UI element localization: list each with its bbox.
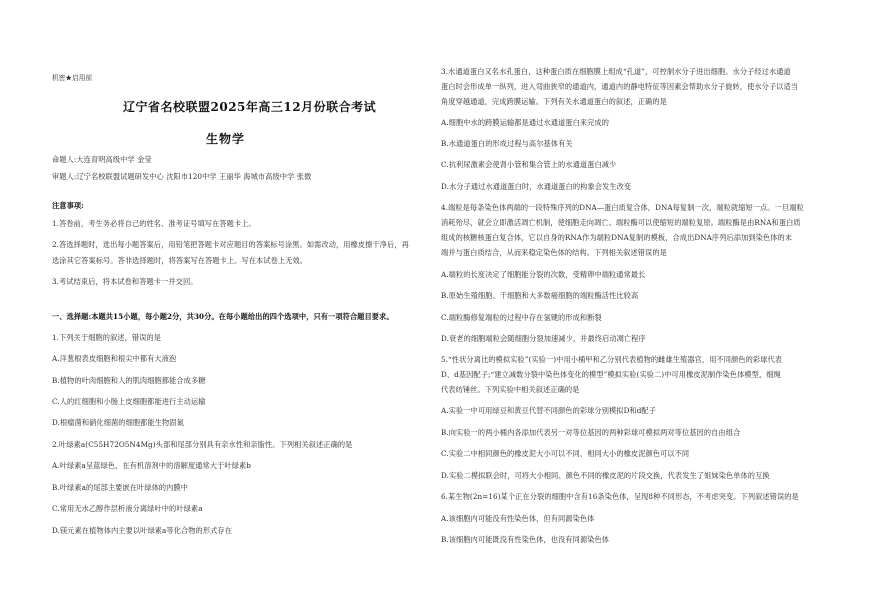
question-option: A.洋葱根表皮细胞和根尖中都有大液泡 [52, 354, 177, 363]
question-option: D.根瘤菌和硝化细菌的细胞都能生物固氮 [52, 418, 184, 427]
question-option: B.叶绿素a的尾部主要嵌在叶绿体的内膜中 [52, 483, 189, 492]
question-option: B.原始生殖细胞、干细胞和大多数癌细胞的端粒酶活性比较高 [441, 291, 639, 300]
question-stem: 消耗殆尽，就会立即激活凋亡机制，使细胞走向凋亡。端粒酶可以使缩短的端粒复原。端粒酶是由RNA和蛋白质 [441, 218, 801, 227]
notice-item: 1.答卷前，考生务必将自己的姓名、准考证号填写在答题卡上。 [52, 219, 256, 228]
question-option: B.向实验一的两小桶内各添加代表另一对等位基因的两种彩球可模拟两对等位基因的自由组合 [441, 428, 741, 437]
question-stem: 端并与蛋白质结合，从而来稳定染色体的结构。下列相关叙述错误的是 [441, 248, 667, 257]
notice-item: 选涂其它答案标号。答非选择题时，将答案写在答题卡上。写在本试卷上无效。 [52, 256, 308, 265]
question-option: D.实验二模拟联会时，可将大小相同、颜色不同的橡皮泥的片段交换，代表发生了姐妹染色单体的互换 [441, 471, 770, 480]
question-option: A.实验一中可用绿豆和黄豆代替不同颜色的彩球分别模拟D和d配子 [441, 406, 657, 415]
question-option: A.端粒的长度决定了细胞能分裂的次数，受精卵中端粒通常最长 [441, 270, 646, 279]
question-stem: 1.下列关于细胞的叙述，错误的是 [52, 333, 162, 342]
subject-title: 生物学 [206, 132, 246, 146]
question-option: C.抗利尿激素会使肾小管和集合管上的水通道蛋白减少 [441, 160, 617, 169]
exam-title: 辽宁省名校联盟2025年高三12月份联合考试 [123, 100, 377, 114]
question-option: B.该细胞内可能既没有性染色体，也没有同源染色体 [441, 535, 610, 544]
question-stem: 组成的核糖核蛋白复合体，它以自身的RNA作为端粒DNA复制的模板，合成出DNA序列后添加到染色体的末 [441, 233, 793, 242]
question-stem: 6.某生物(2n=16)某个正在分裂的细胞中含有16条染色体，呈现8种不同形态，不考虑突变。下列叙述错误的是 [441, 492, 799, 501]
reviewers-line: 审题人:辽宁名校联盟试题研发中心 沈阳市120中学 王丽华 海城市高级中学 张微 [52, 172, 312, 181]
question-option: D.镁元素在植物体内主要以叶绿素a等化合物的形式存在 [52, 526, 232, 535]
question-stem: 5.“性状分离比的模拟实验”(实验一)中用小桶甲和乙分别代表植物的雌雄生殖器官，用不同颜色的彩球代表 [441, 355, 783, 364]
secret-tag: 机密★启用前 [52, 74, 93, 82]
question-stem: 3.水通道蛋白又名水孔蛋白，这种蛋白质在细胞膜上组成“孔道”，可控制水分子进出细胞。水分子经过水通道 [441, 67, 791, 76]
question-option: C.实验二中相同颜色的橡皮泥大小可以不同，相同大小的橡皮泥颜色可以不同 [441, 449, 690, 458]
question-option: A.叶绿素a呈蓝绿色，在有机溶剂中的溶解度通常大于叶绿素b [52, 461, 251, 470]
question-option: B.植物的叶肉细胞和人的肌肉细胞都能合成多糖 [52, 376, 206, 385]
question-option: C.人的红细胞和小肠上皮细胞都能进行主动运输 [52, 397, 206, 406]
question-option: B.水通道蛋白的形成过程与高尔基体有关 [441, 139, 573, 148]
question-stem: 4.端粒是每条染色体两端的一段特殊序列的DNA—蛋白质复合体，DNA每复制一次，端粒就缩短一点。一旦端粒 [441, 203, 804, 212]
section-heading: 一、选择题:本题共15小题，每小题2分，共30分。在每小题给出的四个选项中，只有一项符合题目要求。 [52, 312, 394, 321]
question-stem: D、d基因配子;“建立减数分裂中染色体变化的模型”模拟实验(实验二)中可用橡皮泥制作染色体模型，细绳 [441, 370, 781, 379]
question-stem: 蛋白时会形成单一纵列，进入弯曲狭窄的通道内，通道内的静电特征等因素会帮助水分子旋转，使水分子以适当 [441, 82, 799, 91]
question-option: D.水分子通过水通道蛋白时，水通道蛋白的构象会发生改变 [441, 182, 632, 191]
question-option: A.该细胞内可能没有性染色体，但有同源染色体 [441, 514, 595, 523]
question-stem: 角度穿越通道，完成跨膜运输。下列有关水通道蛋白的叙述，正确的是 [441, 97, 667, 106]
question-stem: 2.叶绿素a(C55H72O5N4Mg)头部和尾部分别具有亲水性和亲脂性。下列相关叙述正确的是 [52, 440, 353, 449]
question-option: D.衰老的细胞端粒会随细胞分裂加速减少，并最终启动凋亡程序 [441, 334, 646, 343]
notice-heading: 注意事项: [52, 201, 84, 210]
question-stem: 代表纺锤丝。下列实验中相关叙述正确的是 [441, 385, 580, 394]
question-option: A.细胞中水的跨膜运输都是通过水通道蛋白来完成的 [441, 118, 610, 127]
notice-item: 2.答选择题时，选出每小题答案后，用铅笔把答题卡对应题目的答案标号涂黑。如需改动，用橡皮擦干净后，再 [52, 240, 409, 249]
question-option: C.常用无水乙醇作层析液分离绿叶中的叶绿素a [52, 504, 203, 513]
setter-line: 命题人:大连育明高级中学 金莹 [52, 155, 152, 164]
notice-item: 3.考试结束后，将本试卷和答题卡一并交回。 [52, 277, 198, 286]
question-option: C.端粒酶修复端粒的过程中存在氢键的形成和断裂 [441, 313, 602, 322]
